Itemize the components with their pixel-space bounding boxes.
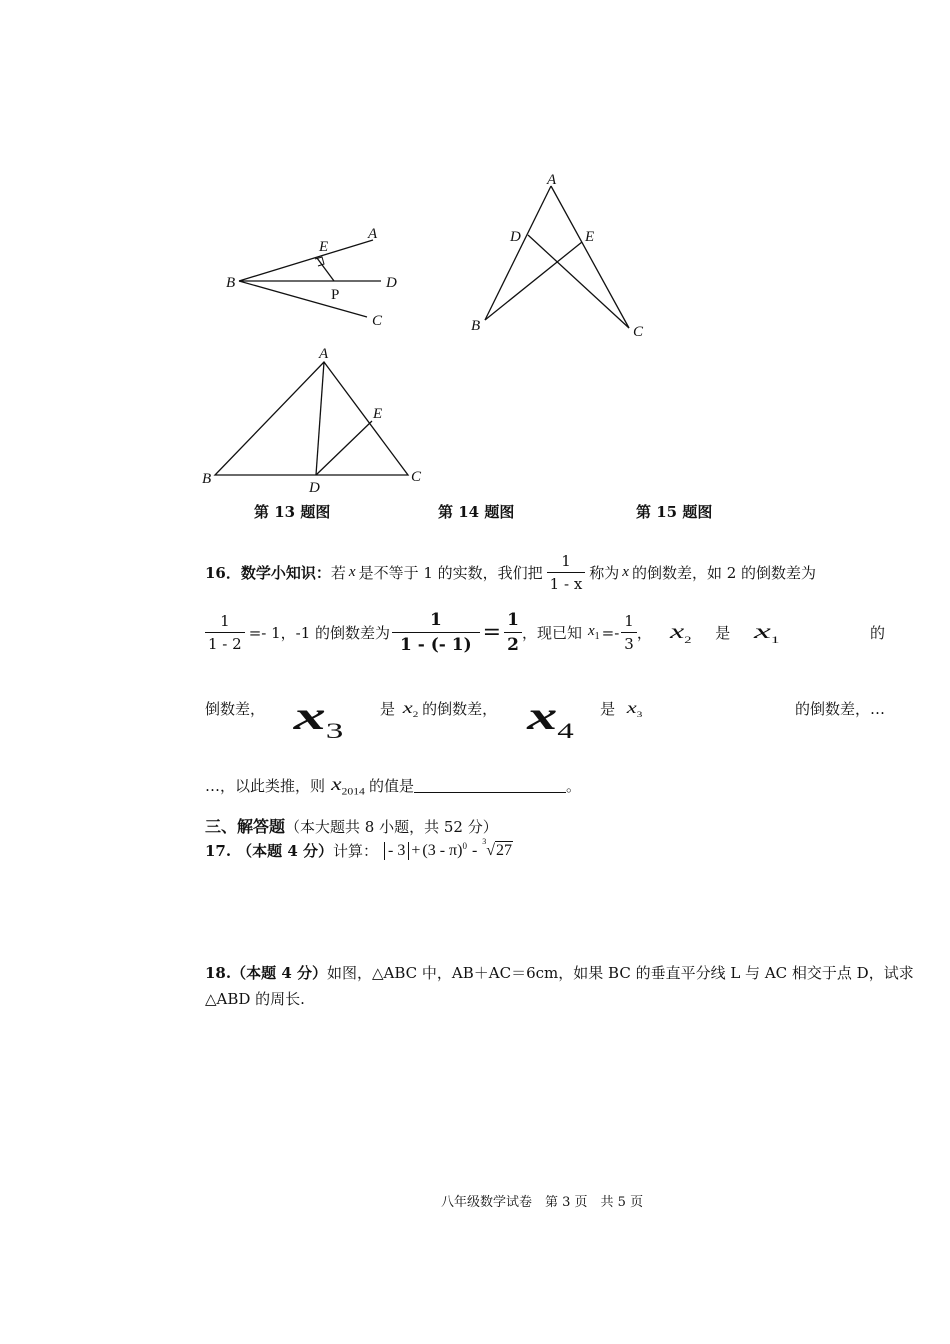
q16-text-f: ，现已知 <box>521 624 582 643</box>
q16-x3-b <box>627 700 643 719</box>
q16-text-g: 倒数差， <box>205 700 266 718</box>
ray-bc <box>239 281 367 317</box>
q16-de: 的 <box>869 624 885 643</box>
label-a: A <box>547 172 557 188</box>
q16-line4 <box>205 774 581 797</box>
figure-13-svg <box>205 210 435 340</box>
exponent: 0 <box>462 840 467 851</box>
label-a: A <box>319 346 329 362</box>
q16-number: 16． <box>205 564 241 582</box>
segment-dc <box>528 235 629 328</box>
segment-ab <box>485 186 551 320</box>
frac-den: 1 - 2 <box>205 632 245 653</box>
x2014-letter: x <box>331 774 342 794</box>
q17-number: 17. <box>205 841 232 860</box>
label-d: D <box>386 275 397 291</box>
x3-letter: x <box>293 693 326 738</box>
q16-text-d: 的倒数差，如 2 的倒数差为 <box>631 564 817 582</box>
frac-num: 1 <box>624 612 634 631</box>
q16-ex1-fraction <box>205 612 245 653</box>
frac-num: 1 <box>429 610 442 630</box>
x4-sub: 4 <box>557 718 574 743</box>
q17-expression <box>384 837 513 860</box>
x1-sub: 1 <box>594 631 600 643</box>
q16-text-a: 若 <box>330 564 346 582</box>
q16-text-i: 的倒数差，… <box>794 700 885 718</box>
q16-text-e: ，-1 的倒数差为 <box>280 624 391 643</box>
frac-num: 1 <box>507 610 519 630</box>
q16-x1-fraction <box>621 612 637 653</box>
x3b-letter: x <box>626 700 637 717</box>
q16-shi-1: 是 <box>715 624 731 643</box>
x2014-sub: 2014 <box>341 786 365 797</box>
label-a: A <box>368 226 378 242</box>
q16-x3 <box>293 693 344 743</box>
q16-var-x-2: x <box>622 564 629 580</box>
q16-x2014 <box>331 774 365 797</box>
q16-x1-eq: =- <box>601 623 620 642</box>
frac-den: 2 <box>504 632 522 655</box>
label-d: D <box>510 229 521 245</box>
label-p: P <box>331 287 340 303</box>
q18-text1: 如图，△ABC 中，AB＋AC＝6cm，如果 BC 的垂直平分线 L 与 AC 相交于点 D，试求 <box>327 964 914 982</box>
x2b-sub: 2 <box>412 710 419 720</box>
x1b-sub: 1 <box>771 634 780 645</box>
x4-letter: x <box>527 693 558 738</box>
q16-shi-3: 是 <box>600 700 616 718</box>
answer-blank[interactable] <box>414 778 566 793</box>
label-c: C <box>411 469 422 485</box>
label-b: B <box>226 275 236 291</box>
x3b-sub: 3 <box>636 710 643 720</box>
section3-title: 三、解答题 <box>205 817 286 836</box>
q16-line1 <box>205 552 816 593</box>
root-index: 3 <box>482 837 487 846</box>
segment-ad <box>316 362 324 475</box>
segment-ep <box>317 258 334 281</box>
q16-text-c: 称为 <box>589 564 620 582</box>
label-e: E <box>319 239 329 255</box>
q16-def-fraction <box>547 552 586 593</box>
frac-num: 1 <box>561 552 571 570</box>
q16-x2-a <box>670 621 691 645</box>
q18-text2: △ABD 的周长. <box>205 990 305 1008</box>
q17-points: （本题 4 分） <box>237 842 333 860</box>
label-c: C <box>372 313 383 329</box>
q18-line2 <box>205 988 305 1009</box>
segment-be <box>485 242 582 320</box>
q16-ex2-fraction <box>392 610 480 656</box>
q16-comma: ， <box>636 624 652 643</box>
label-b: B <box>202 471 212 487</box>
cube-root <box>482 837 513 860</box>
x2a-letter: x <box>669 620 685 643</box>
q16-title: 数学小知识： <box>240 564 331 582</box>
label-c: C <box>633 324 644 340</box>
paren-term: (3 - π) <box>422 841 463 859</box>
q16-x1-b <box>754 621 779 645</box>
frac-den: 1 - (- 1) <box>392 632 480 655</box>
q16-x4 <box>527 693 574 743</box>
figure-15 <box>200 342 430 497</box>
q16-text-j: …，以此类推，则 <box>205 776 326 795</box>
q16-end: 。 <box>566 776 582 795</box>
q18-points: （本题 4 分） <box>231 964 327 982</box>
x1b-letter: x <box>754 620 772 643</box>
x1-letter: x <box>587 623 595 640</box>
frac-num: 1 <box>220 612 230 631</box>
x2a-sub: 2 <box>684 634 692 645</box>
ray-ba <box>239 240 373 281</box>
segment-de <box>316 421 372 475</box>
section3-note: （本大题共 8 小题，共 52 分） <box>285 818 498 836</box>
q16-line2 <box>205 610 885 656</box>
abs-value: - 3 <box>384 842 409 860</box>
caption-fig13: 第 13 题图 <box>254 503 331 521</box>
q16-text-b: 是不等于 1 的实数，我们把 <box>358 564 543 582</box>
frac-den: 1 - x <box>547 572 586 593</box>
caption-fig15: 第 15 题图 <box>636 503 713 521</box>
q18-line1 <box>205 962 914 983</box>
q16-ex1-eq: =- 1 <box>248 623 281 642</box>
caption-fig14: 第 14 题图 <box>438 503 515 521</box>
label-e: E <box>585 229 595 245</box>
minus-sign: - <box>471 841 478 859</box>
section3-heading <box>205 814 498 837</box>
q16-text-k: 的值是 <box>369 776 415 795</box>
q16-x1-var <box>588 623 600 642</box>
radical-sign: √ <box>486 842 496 859</box>
q17-label: 计算： <box>333 842 379 860</box>
q16-text-h: 的倒数差， <box>422 700 498 718</box>
figure-13 <box>205 210 435 340</box>
label-b: B <box>471 318 481 334</box>
page-footer: 八年级数学试卷 第 3 页 共 5 页 <box>441 1195 644 1210</box>
q16-shi-2: 是 <box>380 700 396 718</box>
figure-14 <box>465 168 665 348</box>
q16-x2-b <box>403 700 419 719</box>
figure-14-svg <box>465 168 665 348</box>
label-e: E <box>373 406 383 422</box>
q16-line3 <box>205 692 885 742</box>
q16-var-x: x <box>348 564 356 580</box>
q17 <box>205 837 513 861</box>
q16-ex2-eq: = <box>482 620 502 646</box>
radicand: 27 <box>496 842 513 859</box>
q16-ex2-result <box>504 610 522 656</box>
q18-number: 18. <box>205 964 232 982</box>
frac-den: 3 <box>621 632 637 653</box>
x2b-letter: x <box>402 700 413 717</box>
plus-sign: + <box>411 841 421 859</box>
x3-sub: 3 <box>325 718 344 743</box>
figure-15-svg <box>200 342 430 497</box>
label-d: D <box>309 480 320 496</box>
